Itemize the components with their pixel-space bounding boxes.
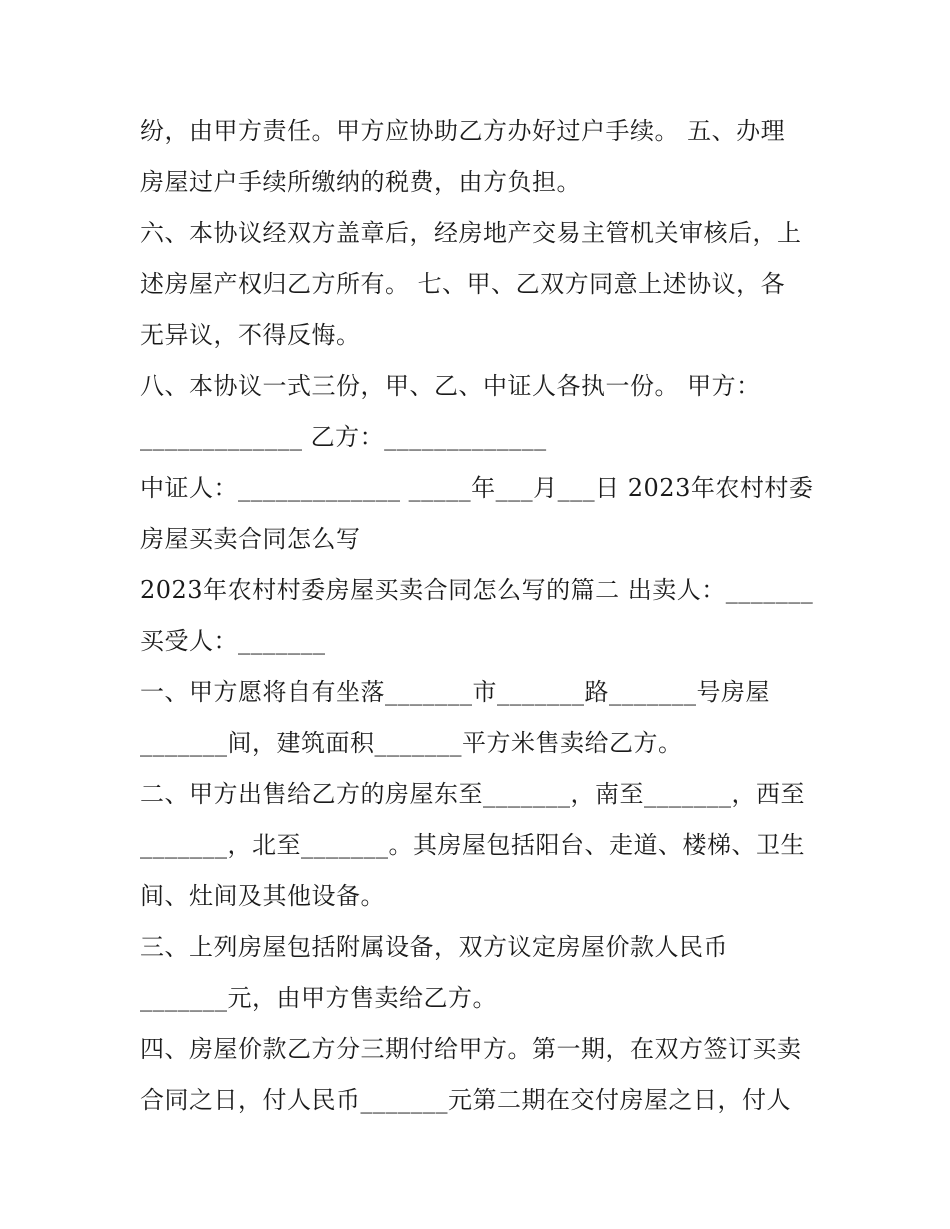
text-line: 合同之日，付人民币_______元第二期在交付房屋之日，付人	[140, 1086, 791, 1114]
text-line: 四、房屋价款乙方分三期付给甲方。第一期，在双方签订买卖	[140, 1035, 802, 1063]
text-line: 一、甲方愿将自有坐落_______市_______路_______号房屋	[140, 678, 770, 706]
text-line: _____________ 乙方：_____________	[140, 423, 547, 451]
text-line: 无异议，不得反悔。	[140, 321, 361, 349]
text-line: 2023年农村村委房屋买卖合同怎么写的篇二 出卖人：_______	[140, 576, 814, 604]
text-line: 中证人：_____________ _____年___月___日 2023年农村村委	[140, 474, 814, 502]
text-line: 间、灶间及其他设备。	[140, 882, 385, 910]
text-line: _______间，建筑面积_______平方米售卖给乙方。	[140, 729, 683, 757]
text-line: 述房屋产权归乙方所有。 七、甲、乙双方同意上述协议，各	[140, 270, 786, 298]
text-line: 房屋过户手续所缴纳的税费，由方负担。	[140, 168, 581, 196]
text-line: _______元，由甲方售卖给乙方。	[140, 984, 497, 1012]
text-line: 纷，由甲方责任。甲方应协助乙方办好过户手续。 五、办理	[140, 117, 786, 145]
text-line: 二、甲方出售给乙方的房屋东至_______，南至_______，西至	[140, 780, 805, 808]
document-body	[140, 106, 820, 1126]
text-line: 买受人：_______	[140, 627, 326, 655]
text-line: 三、上列房屋包括附属设备，双方议定房屋价款人民币	[140, 933, 728, 961]
text-line: _______，北至_______。其房屋包括阳台、走道、楼梯、卫生	[140, 831, 805, 859]
text-line: 六、本协议经双方盖章后，经房地产交易主管机关审核后，上	[140, 219, 802, 247]
text-line: 房屋买卖合同怎么写	[140, 525, 361, 553]
text-line: 八、本协议一式三份，甲、乙、中证人各执一份。 甲方：	[140, 372, 761, 400]
